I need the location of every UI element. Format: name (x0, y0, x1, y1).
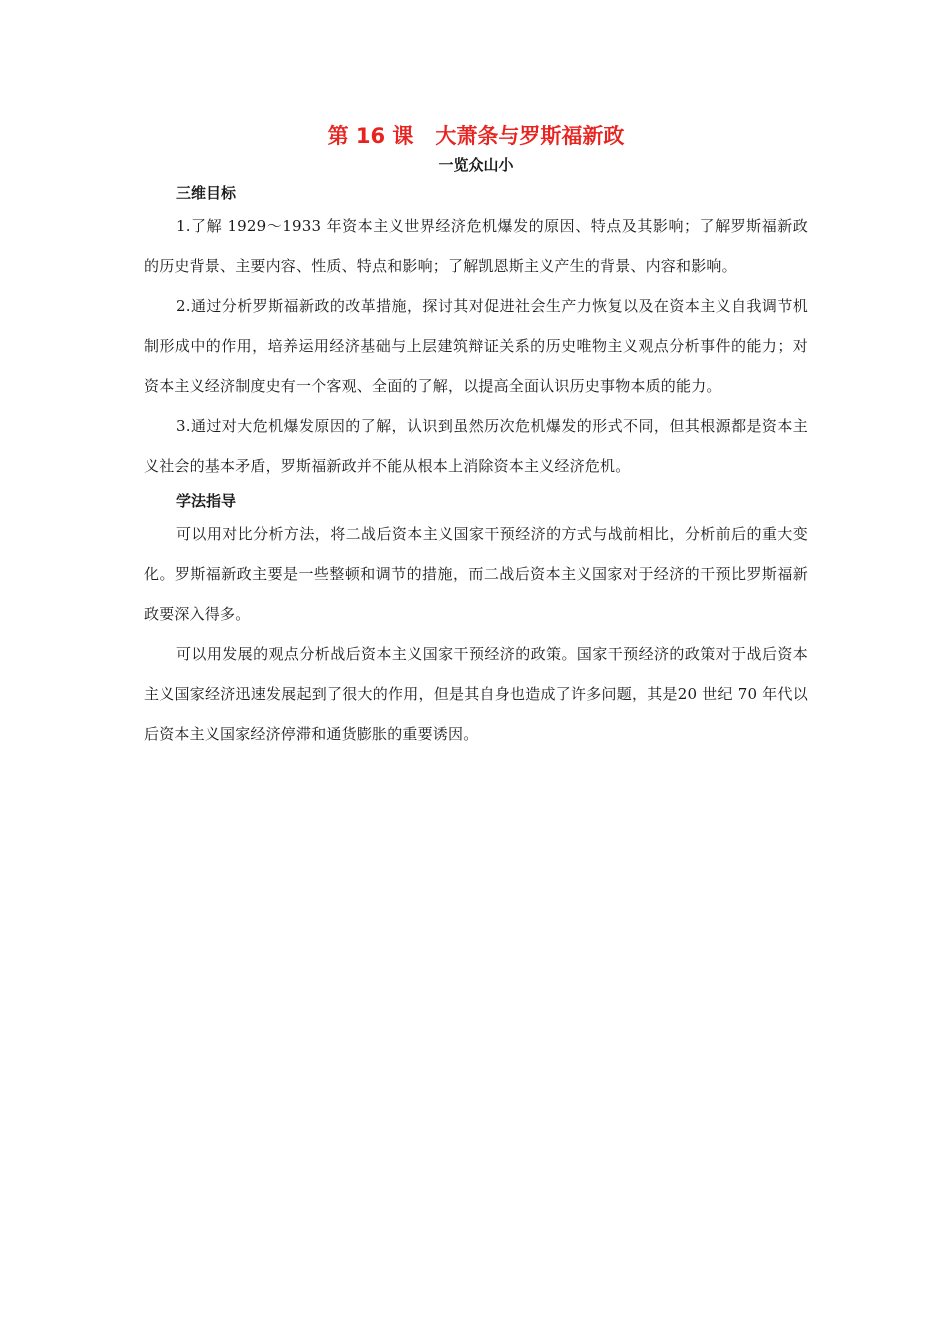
document-page (144, 118, 808, 754)
method-paragraph-2: 可以用发展的观点分析战后资本主义国家干预经济的政策。国家干预经济的政策对于战后资本主义国家经济迅速发展起到了很大的作用，但是其自身也造成了许多问题，其是20 世纪 70 年代以后资本主义国家经济停滞和通货膨胀的重要诱因。 (144, 645, 808, 743)
lesson-number: 第 16 课 (327, 124, 414, 148)
lesson-subtitle: 一览众山小 (438, 156, 514, 174)
lesson-title (144, 118, 808, 154)
method-paragraph-1: 可以用对比分析方法，将二战后资本主义国家干预经济的方式与战前相比，分析前后的重大变化。罗斯福新政主要是一些整顿和调节的措施，而二战后资本主义国家对于经济的干预比罗斯福新政要深入得多。 (144, 525, 808, 623)
objective-paragraph-2: 2.通过分析罗斯福新政的改革措施，探讨其对促进社会生产力恢复以及在资本主义自我调节机制形成中的作用，培养运用经济基础与上层建筑辩证关系的历史唯物主义观点分析事件的能力；对资本主义经济制度史有一个客观、全面的了解，以提高全面认识历史事物本质的能力。 (144, 297, 808, 395)
section-heading-study-method: 学法指导 (176, 492, 237, 510)
lesson-topic: 大萧条与罗斯福新政 (435, 124, 625, 148)
objective-paragraph-1: 1.了解 1929～1933 年资本主义世界经济危机爆发的原因、特点及其影响；了解罗斯福新政的历史背景、主要内容、性质、特点和影响；了解凯恩斯主义产生的背景、内容和影响。 (144, 217, 808, 275)
objective-paragraph-3: 3.通过对大危机爆发原因的了解，认识到虽然历次危机爆发的形式不同，但其根源都是资本主义社会的基本矛盾，罗斯福新政并不能从根本上消除资本主义经济危机。 (144, 417, 808, 475)
section-heading-objectives: 三维目标 (176, 184, 237, 202)
